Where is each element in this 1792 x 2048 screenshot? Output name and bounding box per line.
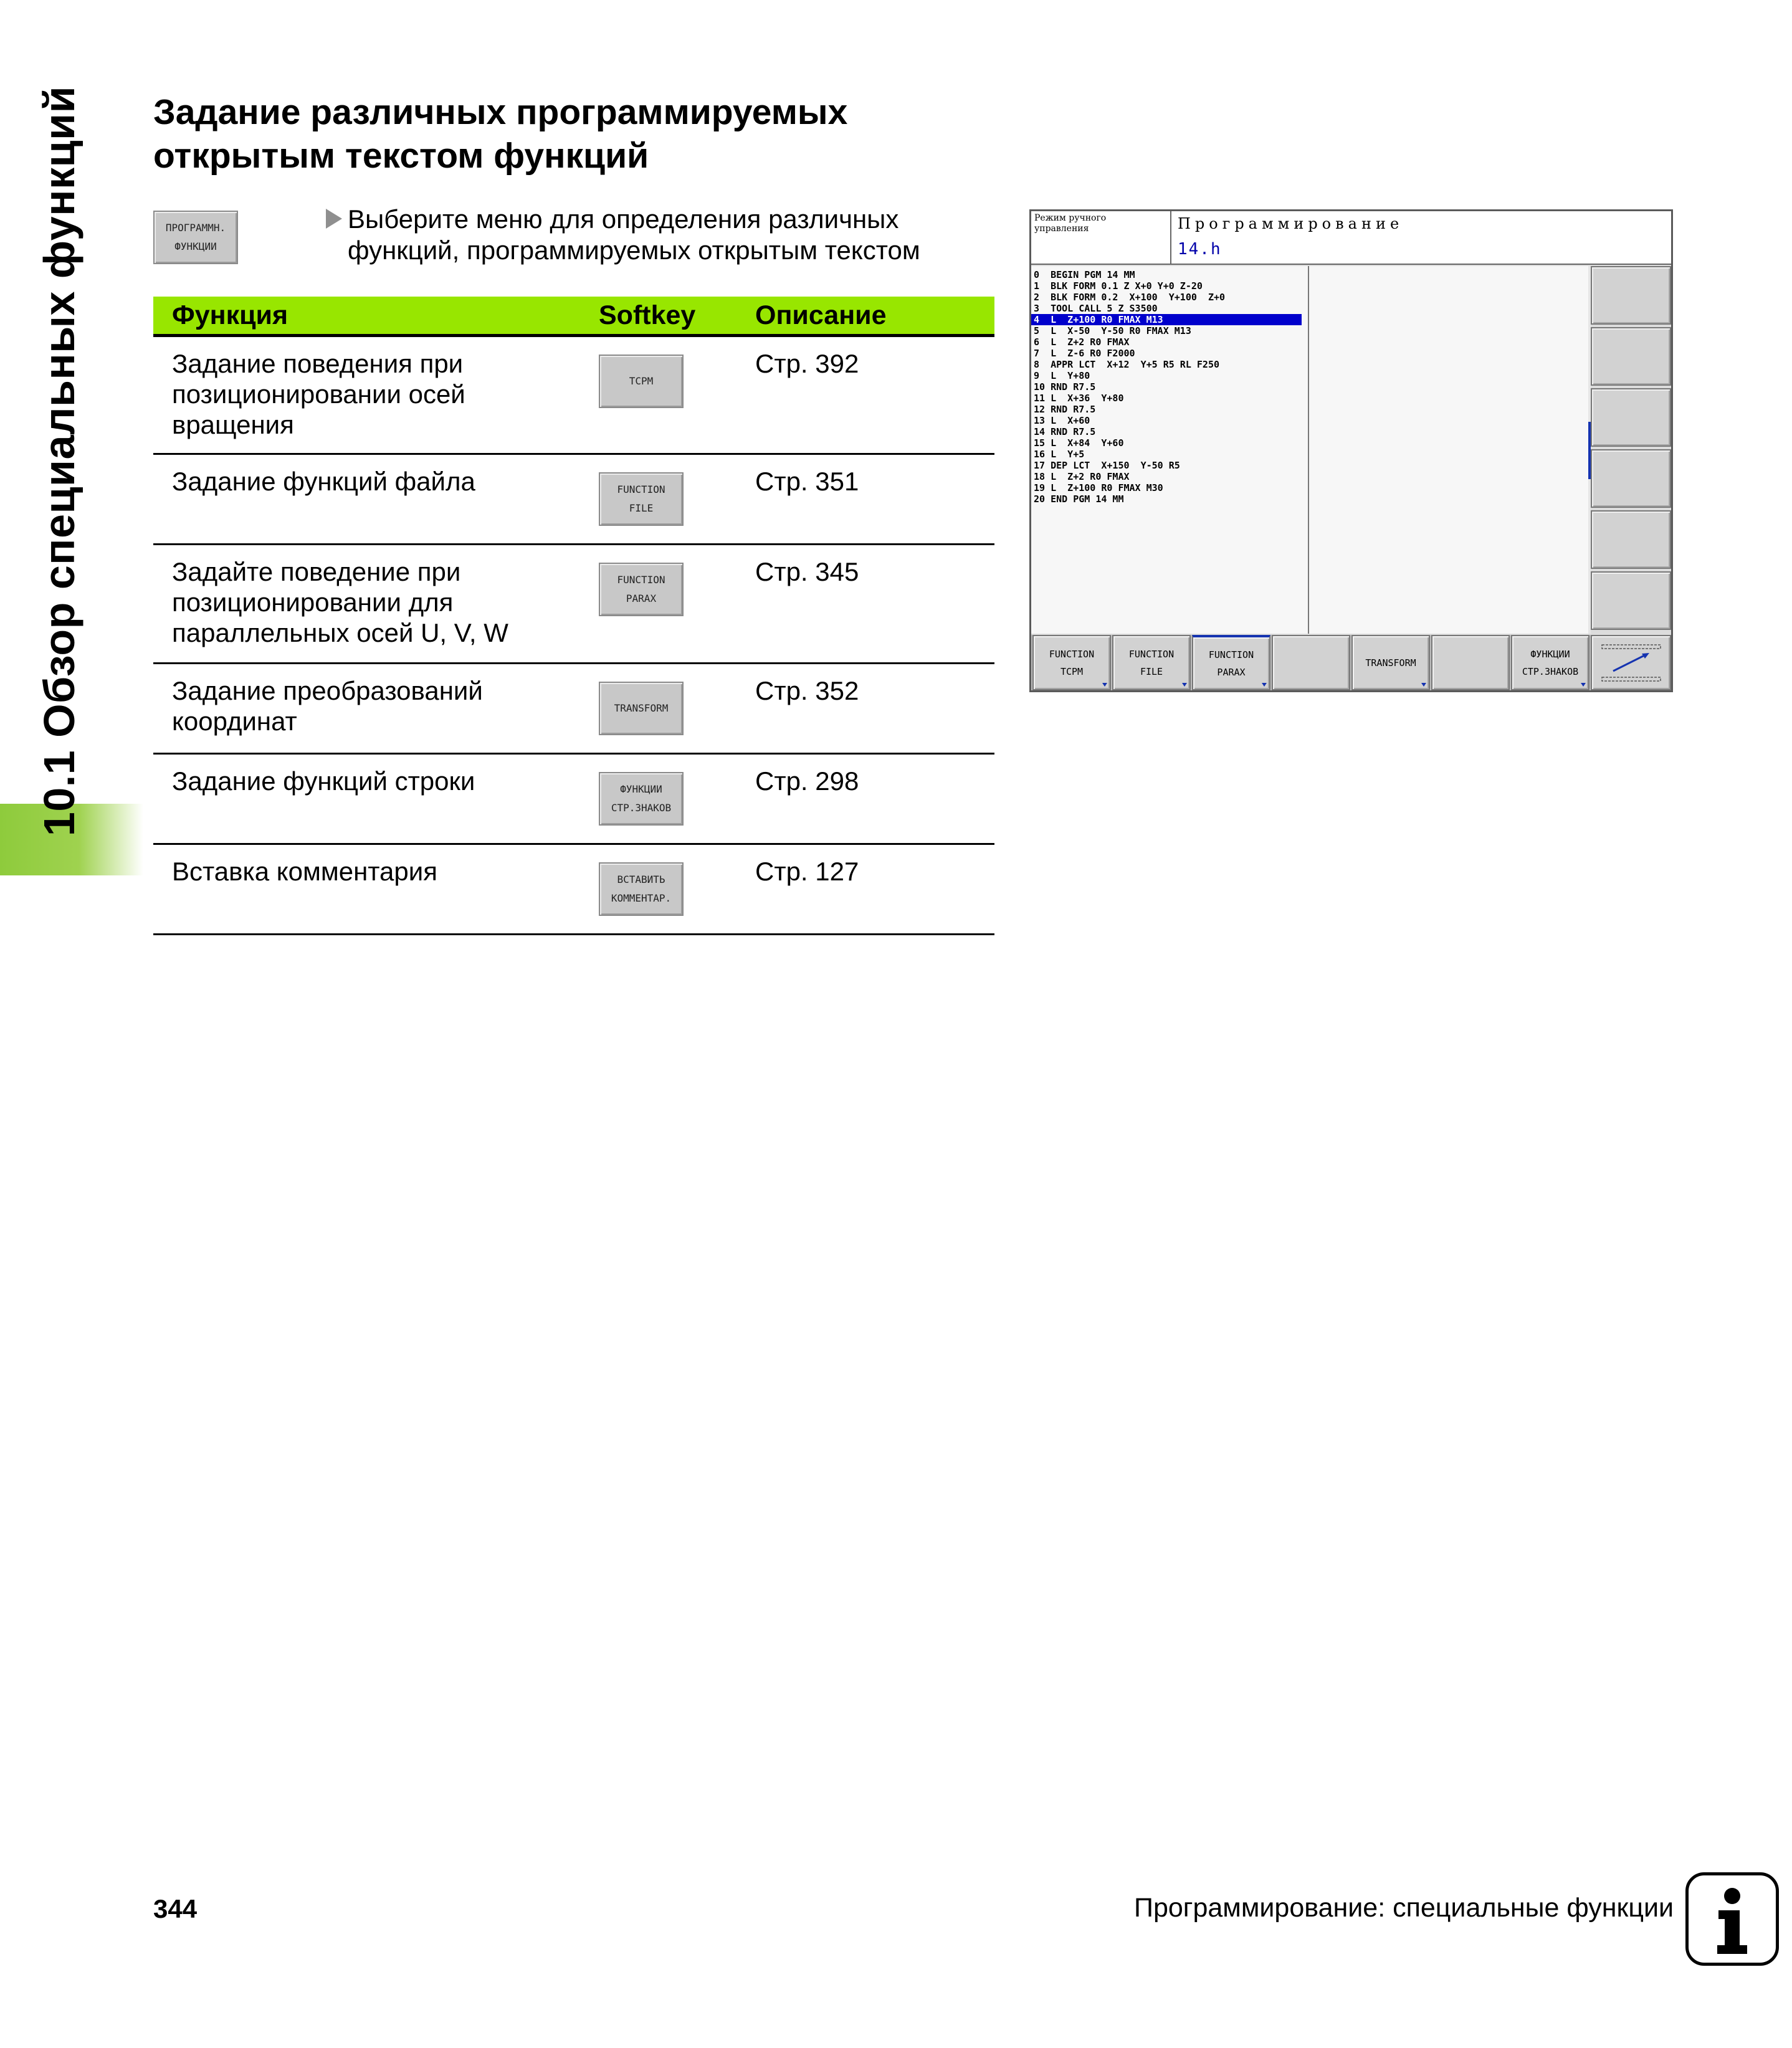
section-title-line-2: открытым текстом функций [153,136,649,176]
nc-block[interactable]: 9 L Y+80 [1034,370,1090,381]
mode-line-2: управления [1034,224,1089,234]
chapter-side-title: 10.1 Обзор специальных функций [35,85,83,837]
softkey-label-line-1: ФУНКЦИИ [620,783,662,795]
screen-header [1171,211,1671,265]
program-functions-softkey[interactable] [153,211,238,264]
cnc-screen [1029,209,1673,692]
nc-program-listing[interactable] [1031,266,1309,634]
nc-block[interactable]: 14 RND R7.5 [1034,426,1096,437]
softkey-label-line-1: FUNCTION [617,574,665,586]
softkey-label-line-1: ВСТАВИТЬ [617,874,665,885]
insert-comment-softkey[interactable] [599,862,684,916]
nc-block[interactable]: 20 END PGM 14 MM [1034,493,1124,505]
nc-block[interactable]: 15 L X+84 Y+60 [1034,437,1124,449]
tcpm-softkey[interactable] [599,355,684,408]
page-number: 344 [153,1894,198,1923]
nc-block[interactable]: 17 DEP LCT X+150 Y-50 R5 [1034,460,1180,471]
function-file-softkey[interactable] [1112,635,1191,690]
table-header [153,297,994,337]
mode-line-1: Режим ручного [1034,213,1107,223]
transform-softkey[interactable] [1351,635,1430,690]
softkey-label-line-2: PARAX [1217,666,1246,678]
row-page-ref: Стр. 392 [755,349,859,378]
softkey-label-line-2: FILE [1140,665,1163,677]
softkey-label-line-2: КОММЕНТАР. [611,892,672,904]
header-description: Описание [755,300,887,330]
submenu-arrow-icon [1262,683,1267,687]
softkey-label-line-2: FILE [629,502,654,514]
row-page-ref: Стр. 351 [755,467,859,496]
nc-block[interactable]: 18 L Z+2 R0 FMAX [1034,471,1130,482]
table-row [153,755,994,845]
empty-softkey[interactable] [1431,635,1510,690]
header-function: Функция [172,300,288,330]
table-row [153,545,994,664]
row-page-ref: Стр. 345 [755,557,859,586]
softkey-label-line-2: СТР.ЗНАКОВ [1522,665,1579,677]
nc-block[interactable]: 7 L Z-6 R0 F2000 [1034,348,1135,359]
nc-block[interactable]: 19 L Z+100 R0 FMAX M30 [1034,482,1163,493]
row-function: Задание функций строки [172,766,475,796]
nc-block[interactable]: 5 L X-50 Y-50 R0 FMAX M13 [1034,325,1191,336]
function-parax-softkey[interactable] [599,563,684,616]
row-page-ref: Стр. 352 [755,676,859,705]
graphics-area [1309,266,1588,634]
vertical-softkey[interactable] [1591,571,1671,630]
submenu-arrow-icon [1182,683,1187,687]
softkey-label-line-1: FUNCTION [1208,649,1254,660]
nc-block-selected[interactable]: 4 L Z+100 R0 FMAX M13 [1031,314,1302,325]
nc-block[interactable]: 12 RND R7.5 [1034,404,1096,415]
nc-block[interactable]: 3 TOOL CALL 5 Z S3500 [1034,303,1158,314]
functions-table [153,297,994,935]
operating-mode-label [1031,211,1171,265]
table-row [153,337,994,455]
softkey-label-line-2: PARAX [626,593,657,604]
nc-block[interactable]: 0 BEGIN PGM 14 MM [1034,269,1135,280]
softkey-label: TRANSFORM [614,702,669,714]
softkey-label-line-1: FUNCTION [1049,648,1095,660]
function-file-softkey[interactable] [599,472,684,526]
nc-block[interactable]: 8 APPR LCT X+12 Y+5 R5 RL F250 [1034,359,1220,370]
chapter-title: Программирование: специальные функции [1134,1893,1674,1923]
nc-block[interactable]: 1 BLK FORM 0.1 Z X+0 Y+0 Z-20 [1034,280,1203,292]
table-row [153,845,994,935]
string-functions-softkey[interactable] [599,772,684,826]
softkey-level-icon [1597,641,1666,685]
section-title-line-1: Задание различных программируемых [153,92,848,132]
softkey-label-line-1: FUNCTION [1128,648,1175,660]
softkey-label: TRANSFORM [1365,657,1416,669]
nc-block[interactable]: 13 L X+60 [1034,415,1090,426]
softkey-label: TCPM [629,375,654,387]
submenu-arrow-icon [1102,683,1107,687]
nc-block[interactable]: 11 L X+36 Y+80 [1034,393,1124,404]
transform-softkey[interactable] [599,682,684,735]
softkey-label-line-1: ФУНКЦИИ [1530,648,1570,660]
vertical-softkey[interactable] [1591,510,1671,569]
submenu-arrow-icon [1581,683,1586,687]
string-functions-softkey[interactable] [1511,635,1589,690]
table-row [153,455,994,545]
row-function: Задайте поведение при позиционировании для параллельных осей U, V, W [172,557,508,647]
programming-mode-title: Программирование [1178,215,1404,232]
softkey-label-line-1: FUNCTION [617,483,665,495]
row-page-ref: Стр. 127 [755,857,859,886]
triangle-bullet-icon [326,209,342,229]
row-function: Вставка комментария [172,857,437,886]
submenu-arrow-icon [1421,683,1426,687]
vertical-softkey[interactable] [1591,266,1671,325]
function-parax-softkey[interactable] [1192,635,1270,690]
header-softkey: Softkey [599,300,696,330]
row-page-ref: Стр. 298 [755,766,859,796]
program-file-name: 14.h [1178,240,1222,259]
softkey-label-line-1: ПРОГРАММН. [165,222,226,234]
intro-instruction: Выберите меню для определения различных функций, программируемых открытым текстом [348,204,920,265]
nc-block[interactable]: 10 RND R7.5 [1034,381,1096,393]
vertical-softkey[interactable] [1591,327,1671,386]
row-function: Задание преобразований координат [172,676,483,736]
function-tcpm-softkey[interactable] [1032,635,1111,690]
vertical-softkey[interactable] [1591,449,1671,508]
section-title [153,90,994,178]
vertical-softkey[interactable] [1591,388,1671,447]
row-function: Задание функций файла [172,467,475,496]
nc-block[interactable]: 6 L Z+2 R0 FMAX [1034,336,1130,348]
softkey-label-line-2: TCPM [1060,665,1084,677]
info-icon [1685,1872,1779,1966]
nc-block[interactable]: 16 L Y+5 [1034,449,1085,460]
row-function: Задание поведения при позиционировании осей вращения [172,349,465,439]
nc-block[interactable]: 2 BLK FORM 0.2 X+100 Y+100 Z+0 [1034,292,1226,303]
softkey-bar-switch[interactable] [1591,635,1671,690]
empty-softkey[interactable] [1272,635,1350,690]
softkey-label-line-2: ФУНКЦИИ [174,241,217,252]
table-row [153,664,994,755]
softkey-label-line-2: СТР.ЗНАКОВ [611,802,672,814]
